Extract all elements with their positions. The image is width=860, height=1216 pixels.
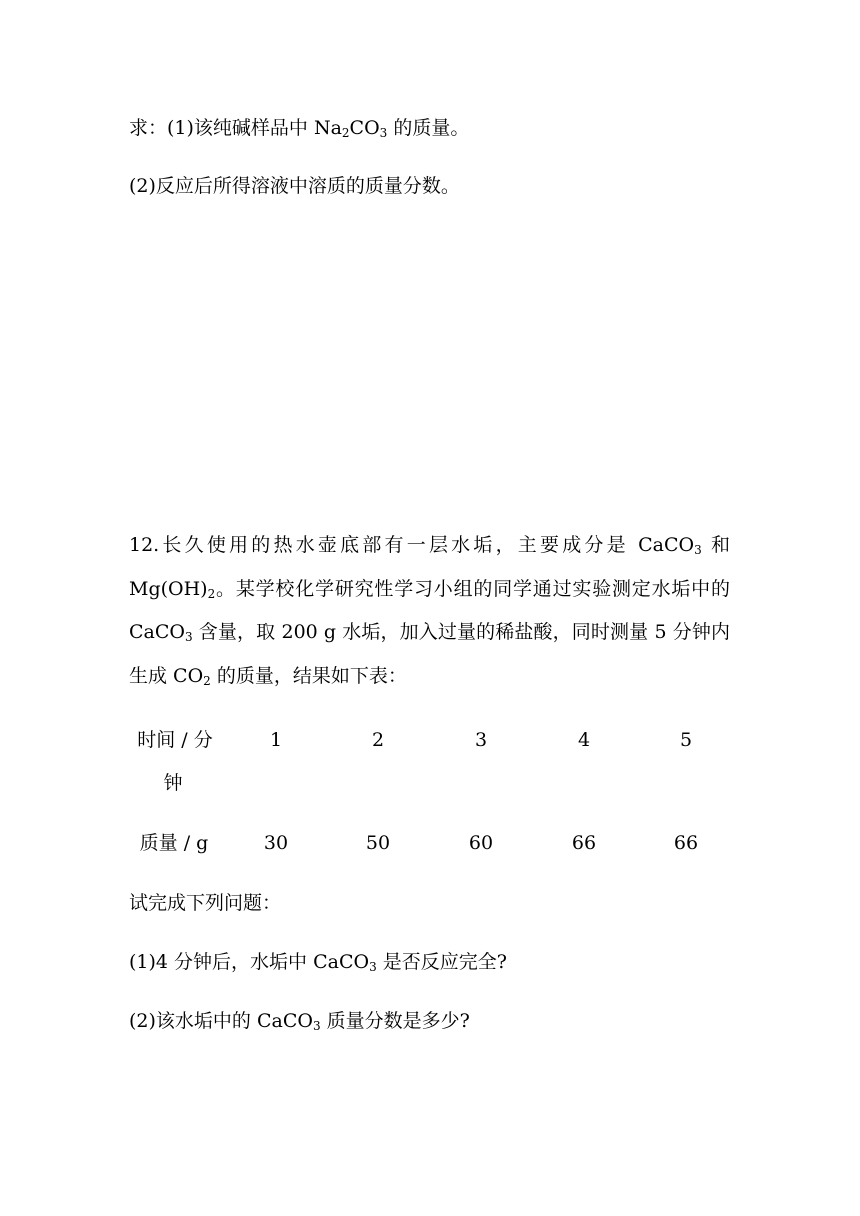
- q12-line3: CaCO$_3$ 含量，取 200 g 水垢，加入过量的稀盐酸，同时测量 5 分钟内: [129, 621, 730, 644]
- q12-line4: 生成 $CO_2$ 的质量，结果如下表：: [129, 665, 407, 688]
- time-header: 时间 / 分: [137, 729, 213, 751]
- q12-sub2: (2)该水垢中的 CaCO$_3$ 质量分数是多少?: [129, 1010, 470, 1033]
- time-cell: 2: [371, 729, 385, 751]
- q12-line1: 12.长久使用的热水壶底部有一层水垢，主要成分是 CaCO$_3$ 和: [129, 534, 730, 557]
- q12-sub1: (1)4 分钟后，水垢中 CaCO$_3$ 是否反应完全?: [129, 951, 507, 974]
- time-cell: 1: [269, 729, 283, 751]
- time-cell: 4: [577, 729, 591, 751]
- mass-cell: 66: [571, 832, 597, 854]
- mass-cell: 66: [673, 832, 699, 854]
- time-cell: 5: [679, 729, 693, 751]
- q12-line2: $Mg(OH)_2$。某学校化学研究性学习小组的同学通过实验测定水垢中的: [129, 578, 730, 601]
- q12-prompt: 试完成下列问题：: [129, 892, 282, 914]
- q11-sub2: (2)反应后所得溶液中溶质的质量分数。: [129, 175, 460, 197]
- mass-cell: 30: [263, 832, 289, 854]
- time-cell: 3: [474, 729, 488, 751]
- mass-cell: 60: [468, 832, 494, 854]
- time-header-unit: 钟: [163, 772, 183, 794]
- mass-header: 质量 / g: [139, 832, 209, 854]
- q11-sub1: 求：(1)该纯碱样品中 $Na_2CO_3$ 的质量。: [129, 117, 470, 140]
- mass-cell: 50: [365, 832, 391, 854]
